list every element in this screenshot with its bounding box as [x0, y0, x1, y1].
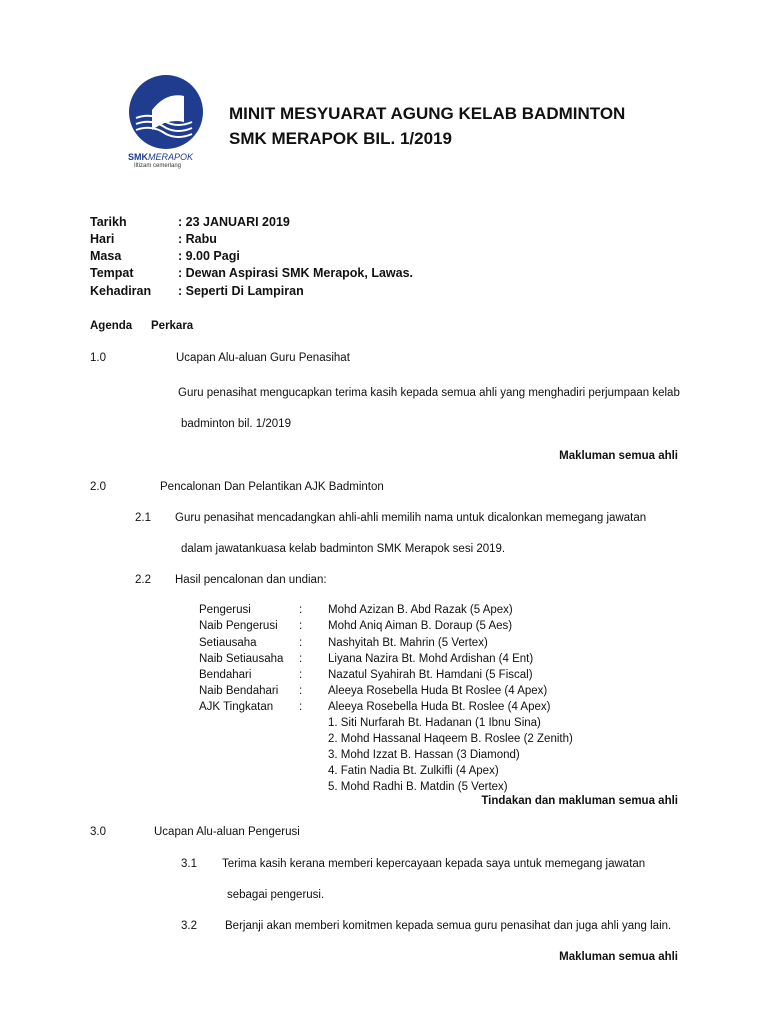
committee-role: Naib Bendahari: [199, 685, 279, 697]
committee-role: AJK Tingkatan: [199, 701, 274, 713]
committee-role: Naib Pengerusi: [199, 620, 278, 632]
section3-action: Makluman semua ahli: [559, 951, 678, 963]
section1-number: 1.0: [90, 352, 106, 364]
section1-action: Makluman semua ahli: [559, 450, 678, 462]
section3-title: Ucapan Alu-aluan Pengerusi: [154, 826, 300, 838]
document-title-line1: MINIT MESYUARAT AGUNG KELAB BADMINTON: [229, 104, 626, 123]
section3-1-line2: sebagai pengerusi.: [227, 889, 325, 901]
book-logo-icon: [122, 70, 212, 154]
section3-2-line1: Berjanji akan memberi komitmen kepada semua guru penasihat dan juga ahli yang lain.: [225, 920, 672, 932]
logo-motto: Iltizam cemerlang: [134, 163, 182, 169]
meta-label-kehadiran: Kehadiran: [90, 284, 152, 298]
section2-1-line1: Guru penasihat mencadangkan ahli-ahli memilih nama untuk dicalonkan memegang jawatan: [175, 512, 647, 524]
section3-1-number: 3.1: [181, 858, 197, 870]
section2-1-line2: dalam jawatankuasa kelab badminton SMK Merapok sesi 2019.: [181, 543, 506, 555]
committee-name: Nashyitah Bt. Mahrin (5 Vertex): [328, 637, 488, 649]
section2-2-title: Hasil pencalonan dan undian:: [175, 574, 327, 586]
meta-value-tarikh: : 23 JANUARI 2019: [178, 215, 290, 229]
agenda-column-header: Agenda: [90, 320, 133, 332]
ajk-list-item: 1. Siti Nurfarah Bt. Hadanan (1 Ibnu Sina): [328, 717, 541, 729]
committee-role: Naib Setiausaha: [199, 653, 284, 665]
section1-title: Ucapan Alu-aluan Guru Penasihat: [176, 352, 350, 364]
section2-2-number: 2.2: [135, 574, 151, 586]
committee-name: Mohd Azizan B. Abd Razak (5 Apex): [328, 604, 513, 616]
committee-name: Liyana Nazira Bt. Mohd Ardishan (4 Ent): [328, 653, 534, 665]
committee-separator: :: [299, 653, 303, 665]
committee-separator: :: [299, 604, 303, 616]
section2-number: 2.0: [90, 481, 106, 493]
meta-label-hari: Hari: [90, 232, 115, 246]
committee-name: Nazatul Syahirah Bt. Hamdani (5 Fiscal): [328, 669, 533, 681]
ajk-list-item: 2. Mohd Hassanal Haqeem B. Roslee (2 Zenith): [328, 733, 573, 745]
perkara-column-header: Perkara: [151, 320, 194, 332]
section2-title: Pencalonan Dan Pelantikan AJK Badminton: [160, 481, 384, 493]
committee-name: Aleeya Rosebella Huda Bt Roslee (4 Apex): [328, 685, 548, 697]
committee-role: Bendahari: [199, 669, 252, 681]
committee-name: Mohd Aniq Aiman B. Doraup (5 Aes): [328, 620, 513, 632]
committee-separator: :: [299, 669, 303, 681]
meta-label-tempat: Tempat: [90, 266, 134, 280]
committee-role: Pengerusi: [199, 604, 251, 616]
meta-label-tarikh: Tarikh: [90, 215, 127, 229]
section1-paragraph-line2: badminton bil. 1/2019: [181, 418, 291, 430]
ajk-list-item: 5. Mohd Radhi B. Matdin (5 Vertex): [328, 781, 508, 793]
section3-1-line1: Terima kasih kerana memberi kepercayaan kepada saya untuk memegang jawatan: [222, 858, 646, 870]
meta-value-kehadiran: : Seperti Di Lampiran: [178, 284, 304, 298]
section1-paragraph-line1: Guru penasihat mengucapkan terima kasih kepada semua ahli yang menghadiri perjumpaan kelab: [178, 387, 680, 399]
meta-label-masa: Masa: [90, 249, 122, 263]
section3-number: 3.0: [90, 826, 106, 838]
meta-value-masa: : 9.00 Pagi: [178, 249, 240, 263]
section2-1-number: 2.1: [135, 512, 151, 524]
section2-action: Tindakan dan makluman semua ahli: [481, 795, 678, 807]
committee-name: Aleeya Rosebella Huda Bt. Roslee (4 Apex): [328, 701, 551, 713]
committee-role: Setiausaha: [199, 637, 257, 649]
committee-separator: :: [299, 685, 303, 697]
logo-brand: SMKMERAPOK: [128, 152, 194, 162]
committee-separator: :: [299, 637, 303, 649]
committee-separator: :: [299, 620, 303, 632]
meta-value-hari: : Rabu: [178, 232, 217, 246]
meta-value-tempat: : Dewan Aspirasi SMK Merapok, Lawas.: [178, 266, 414, 280]
committee-separator: :: [299, 701, 303, 713]
document-title-line2: SMK MERAPOK BIL. 1/2019: [229, 129, 452, 148]
ajk-list-item: 3. Mohd Izzat B. Hassan (3 Diamond): [328, 749, 520, 761]
section3-2-number: 3.2: [181, 920, 197, 932]
ajk-list-item: 4. Fatin Nadia Bt. Zulkifli (4 Apex): [328, 765, 499, 777]
